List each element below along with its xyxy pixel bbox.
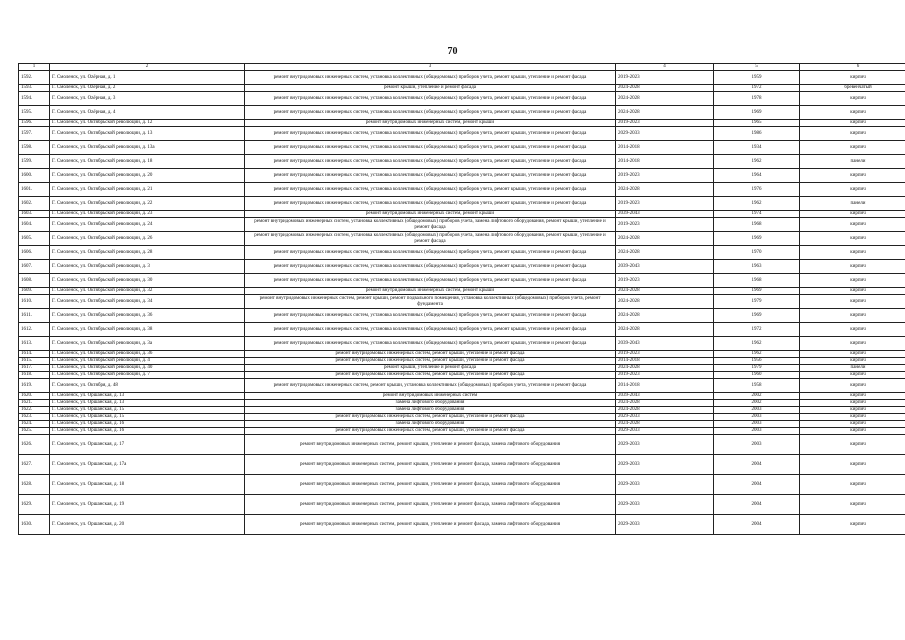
address-cell: Г. Смоленск, ул. Оршанская, д. 16	[50, 421, 245, 428]
wall-material-cell: кирпич	[800, 260, 905, 274]
year-cell: 2002	[714, 393, 800, 400]
works-cell: ремонт внутридомовых инженерных систем, ремонт крыши, утепление и ремонт фасада, замена лифтового оборудования	[245, 455, 616, 475]
address-cell: Г. Смоленск, ул. Октябрьской революции, д. 30	[50, 274, 245, 288]
year-cell: 1968	[714, 218, 800, 232]
wall-material-cell: кирпич	[800, 106, 905, 120]
period-cell: 2024-2028	[616, 92, 714, 106]
works-cell: ремонт крыши, утепление и ремонт фасада	[245, 365, 616, 372]
wall-material-cell: панели	[800, 197, 905, 211]
table-row	[19, 92, 905, 106]
table-row	[19, 407, 905, 414]
wall-material-cell: кирпич	[800, 71, 905, 85]
column-header: 4	[616, 64, 714, 71]
row-number: 1623.	[19, 414, 50, 421]
column-header: 3	[245, 64, 616, 71]
year-cell: 1979	[714, 365, 800, 372]
works-cell: ремонт внутридомовых инженерных систем, ремонт крыши, утепление и ремонт фасада	[245, 372, 616, 379]
works-cell: ремонт внутридомовых инженерных систем, ремонт крыши, утепление и ремонт фасада, замена лифтового оборудования	[245, 475, 616, 495]
row-number: 1624.	[19, 421, 50, 428]
works-cell: ремонт внутридомовых инженерных систем, ремонт крыши, утепление и ремонт фасада	[245, 358, 616, 365]
wall-material-cell: кирпич	[800, 455, 905, 475]
wall-material-cell: кирпич	[800, 515, 905, 535]
address-cell: Г. Смоленск, ул. Оршанская, д. 15	[50, 407, 245, 414]
period-cell: 2039-2043	[616, 393, 714, 400]
period-cell: 2024-2028	[616, 365, 714, 372]
period-cell: 2024-2028	[616, 309, 714, 323]
year-cell: 2004	[714, 455, 800, 475]
wall-material-cell: кирпич	[800, 407, 905, 414]
period-cell: 2024-2028	[616, 407, 714, 414]
address-cell: Г. Смоленск, ул. Октябрьской революции, д. 24	[50, 218, 245, 232]
period-cell: 2029-2033	[616, 435, 714, 455]
works-cell: ремонт внутридомовых инженерных систем, ремонт крыши, утепление и ремонт фасада, замена лифтового оборудования	[245, 495, 616, 515]
wall-material-cell: кирпич	[800, 92, 905, 106]
wall-material-cell: бревенчатый	[800, 85, 905, 92]
table-row	[19, 393, 905, 400]
works-cell: ремонт внутридомовых инженерных систем, установка коллективных (общедомовых) приборов учета, ремонт крыши, утепление и ремонт фасада	[245, 323, 616, 337]
year-cell: 1962	[714, 351, 800, 358]
page-number: 70	[447, 46, 458, 57]
period-cell: 2019-2023	[616, 71, 714, 85]
row-number: 1602.	[19, 197, 50, 211]
period-cell: 2029-2033	[616, 515, 714, 535]
works-cell: ремонт внутридомовых инженерных систем	[245, 393, 616, 400]
row-number: 1614.	[19, 351, 50, 358]
wall-material-cell: кирпич	[800, 475, 905, 495]
year-cell: 1965	[714, 120, 800, 127]
period-cell: 2029-2033	[616, 414, 714, 421]
address-cell: Г. Смоленск, ул. Оршанская, д. 20	[50, 515, 245, 535]
works-cell: ремонт внутридомовых инженерных систем, ремонт крыши, установка коллективных (общедомовых) приборов учета, утепление и ремонт фасада	[245, 379, 616, 393]
year-cell: 1972	[714, 85, 800, 92]
wall-material-cell: кирпич	[800, 120, 905, 127]
row-number: 1610.	[19, 295, 50, 309]
table-row	[19, 197, 905, 211]
table-row	[19, 288, 905, 295]
works-cell: ремонт внутридомовых инженерных систем, ремонт крыши, утепление и ремонт фасада, замена лифтового оборудования	[245, 515, 616, 535]
address-cell: Г. Смоленск, ул. Октябрьской революции, д. 3	[50, 260, 245, 274]
period-cell: 2014-2018	[616, 155, 714, 169]
table-row	[19, 455, 905, 475]
period-cell: 2029-2033	[616, 127, 714, 141]
row-number: 1621.	[19, 400, 50, 407]
address-cell: Г. Смоленск, ул. Оршанская, д. 16	[50, 428, 245, 435]
works-cell: ремонт внутридомовых инженерных систем, установка коллективных (общедомовых) приборов учета, ремонт крыши, утепление и ремонт фасада	[245, 106, 616, 120]
period-cell: 2029-2033	[616, 428, 714, 435]
table-row	[19, 414, 905, 421]
year-cell: 1979	[714, 295, 800, 309]
works-cell: ремонт внутридомовых инженерных систем, ремонт крыши	[245, 288, 616, 295]
address-cell: Г. Смоленск, ул. Ozёрная, д. 1	[50, 71, 245, 85]
period-cell: 2024-2028	[616, 323, 714, 337]
row-number: 1604.	[19, 218, 50, 232]
address-cell: Г. Смоленск, ул. Октябрьской революции, д. 13	[50, 127, 245, 141]
wall-material-cell: кирпич	[800, 232, 905, 246]
row-number: 1630.	[19, 515, 50, 535]
address-cell: Г. Смоленск, ул. Оршанская, д. 19	[50, 495, 245, 515]
table-row	[19, 323, 905, 337]
period-cell: 2024-2028	[616, 295, 714, 309]
period-cell: 2014-2018	[616, 141, 714, 155]
year-cell: 1958	[714, 379, 800, 393]
table-row	[19, 309, 905, 323]
year-cell: 1976	[714, 183, 800, 197]
table-row	[19, 155, 905, 169]
period-cell: 2019-2023	[616, 351, 714, 358]
table-row	[19, 358, 905, 365]
table-row	[19, 365, 905, 372]
works-cell: ремонт внутридомовых инженерных систем, установка коллективных (общедомовых) приборов учета, ремонт крыши, утепление и ремонт фасада	[245, 274, 616, 288]
table-row	[19, 435, 905, 455]
wall-material-cell: кирпич	[800, 274, 905, 288]
row-number: 1609.	[19, 288, 50, 295]
wall-material-cell: кирпич	[800, 218, 905, 232]
period-cell: 2029-2033	[616, 495, 714, 515]
address-cell: Г. Смоленск, ул. Оршанская, д. 13	[50, 393, 245, 400]
table-row	[19, 295, 905, 309]
table-row	[19, 127, 905, 141]
year-cell: 2004	[714, 475, 800, 495]
year-cell: 2003	[714, 407, 800, 414]
address-cell: Г. Смоленск, ул. Октябрьской революции, д. 32	[50, 288, 245, 295]
row-number: 1627.	[19, 455, 50, 475]
row-number: 1597.	[19, 127, 50, 141]
year-cell: 1934	[714, 141, 800, 155]
table-row	[19, 337, 905, 351]
address-cell: Г. Смоленск, ул. Октябрьской революции, д. 36	[50, 351, 245, 358]
row-number: 1603.	[19, 211, 50, 218]
year-cell: 1974	[714, 211, 800, 218]
wall-material-cell: кирпич	[800, 428, 905, 435]
works-cell: ремонт внутридомовых инженерных систем, установка коллективных (общедомовых) приборов учета, ремонт крыши, утепление и ремонт фасада	[245, 141, 616, 155]
table-row	[19, 421, 905, 428]
works-cell: ремонт внутридомовых инженерных систем, установка коллективных (общедомовых) приборов учета, ремонт крыши, утепление и ремонт фасада	[245, 71, 616, 85]
address-cell: Г. Смоленск, ул. Октябрьской революции, д. 23	[50, 211, 245, 218]
table-row	[19, 379, 905, 393]
table-row	[19, 169, 905, 183]
address-cell: Г. Смоленск, ул. Оршанская, д. 17	[50, 435, 245, 455]
address-cell: Г. Смоленск, ул. Октябрьской революции, д. 22	[50, 197, 245, 211]
works-cell: ремонт внутридомовых инженерных систем, установка коллективных (общедомовых) приборов учета, ремонт крыши, утепление и ремонт фасада	[245, 183, 616, 197]
table-row	[19, 495, 905, 515]
table-row	[19, 183, 905, 197]
wall-material-cell: панели	[800, 155, 905, 169]
year-cell: 2003	[714, 414, 800, 421]
wall-material-cell: кирпич	[800, 435, 905, 455]
address-cell: Г. Смоленск, ул. Оршанская, д. 13	[50, 400, 245, 407]
works-cell: ремонт внутридомовых инженерных систем, установка коллективных (общедомовых) приборов учета, ремонт крыши, утепление и ремонт фасада	[245, 155, 616, 169]
works-cell: ремонт внутридомовых инженерных систем, ремонт крыши, утепление и ремонт фасада	[245, 428, 616, 435]
period-cell: 2019-2023	[616, 274, 714, 288]
row-number: 1607.	[19, 260, 50, 274]
wall-material-cell: кирпич	[800, 358, 905, 365]
works-cell: ремонт внутридомовых инженерных систем, установка коллективных (общедомовых) приборов учета, ремонт крыши, утепление и ремонт фасада	[245, 246, 616, 260]
wall-material-cell: кирпич	[800, 414, 905, 421]
works-cell: ремонт внутридомовых инженерных систем, ремонт крыши, утепление и ремонт фасада	[245, 414, 616, 421]
year-cell: 1986	[714, 127, 800, 141]
wall-material-cell: кирпич	[800, 246, 905, 260]
works-cell: ремонт внутридомовых инженерных систем, ремонт крыши, ремонт подвального помещения, установка коллективных (общедомовых) приборов учета, ремонт фундамента	[245, 295, 616, 309]
works-cell: ремонт внутридомовых инженерных систем, установка коллективных (общедомовых) приборов учета, ремонт крыши, утепление и ремонт фасада	[245, 92, 616, 106]
period-cell: 2019-2023	[616, 120, 714, 127]
year-cell: 2003	[714, 421, 800, 428]
table-row	[19, 372, 905, 379]
period-cell: 2024-2028	[616, 288, 714, 295]
row-number: 1608.	[19, 274, 50, 288]
row-number: 1613.	[19, 337, 50, 351]
wall-material-cell: панели	[800, 365, 905, 372]
works-cell: ремонт крыши, утепление и ремонт фасада	[245, 85, 616, 92]
row-number: 1625.	[19, 428, 50, 435]
address-cell: Г. Смоленск, ул. Октября, д. 48	[50, 379, 245, 393]
address-cell: Г. Смоленск, ул. Октябрьской революции, д. 20	[50, 169, 245, 183]
wall-material-cell: кирпич	[800, 323, 905, 337]
row-number: 1620.	[19, 393, 50, 400]
table-row	[19, 71, 905, 85]
table-row	[19, 106, 905, 120]
year-cell: 1969	[714, 309, 800, 323]
wall-material-cell: кирпич	[800, 495, 905, 515]
period-cell: 2019-2023	[616, 218, 714, 232]
address-cell: Г. Смоленск, ул. Октябрьской революции, д. 3а	[50, 337, 245, 351]
period-cell: 2024-2028	[616, 232, 714, 246]
period-cell: 2024-2028	[616, 400, 714, 407]
capital-repair-table	[18, 63, 905, 535]
year-cell: 1972	[714, 323, 800, 337]
year-cell: 1962	[714, 197, 800, 211]
address-cell: Г. Смоленск, ул. Ozёрная, д. 3	[50, 92, 245, 106]
row-number: 1617.	[19, 365, 50, 372]
row-number: 1611.	[19, 309, 50, 323]
works-cell: ремонт внутридомовых инженерных систем, установка коллективных (общедомовых) приборов учета, ремонт крыши, утепление и ремонт фасада	[245, 260, 616, 274]
period-cell: 2024-2028	[616, 183, 714, 197]
period-cell: 2029-2033	[616, 475, 714, 495]
year-cell: 1970	[714, 246, 800, 260]
row-number: 1622.	[19, 407, 50, 414]
works-cell: ремонт внутридомовых инженерных систем, ремонт крыши, утепление и ремонт фасада	[245, 351, 616, 358]
wall-material-cell: кирпич	[800, 295, 905, 309]
address-cell: Г. Смоленск, ул. Оршанская, д. 17а	[50, 455, 245, 475]
row-number: 1601.	[19, 183, 50, 197]
year-cell: 2002	[714, 400, 800, 407]
row-number: 1596.	[19, 120, 50, 127]
year-cell: 1956	[714, 358, 800, 365]
column-header: 2	[50, 64, 245, 71]
row-number: 1628.	[19, 475, 50, 495]
wall-material-cell: кирпич	[800, 183, 905, 197]
table-row	[19, 232, 905, 246]
period-cell: 2039-2043	[616, 260, 714, 274]
table-row	[19, 218, 905, 232]
wall-material-cell: кирпич	[800, 309, 905, 323]
address-cell: Г. Смоленск, ул. Октябрьской революции, д. 21	[50, 183, 245, 197]
period-cell: 2024-2028	[616, 85, 714, 92]
table-row	[19, 211, 905, 218]
year-cell: 1962	[714, 337, 800, 351]
wall-material-cell: кирпич	[800, 288, 905, 295]
period-cell: 2024-2028	[616, 246, 714, 260]
works-cell: ремонт внутридомовых инженерных систем, установка коллективных (общедомовых) приборов учета, ремонт крыши, утепление и ремонт фасада	[245, 197, 616, 211]
row-number: 1615.	[19, 358, 50, 365]
period-cell: 2024-2028	[616, 421, 714, 428]
row-number: 1598.	[19, 141, 50, 155]
table-row	[19, 400, 905, 407]
row-number: 1595.	[19, 106, 50, 120]
wall-material-cell: кирпич	[800, 351, 905, 358]
works-cell: ремонт внутридомовых инженерных систем, установка коллективных (общедомовых) приборов учета, ремонт крыши, утепление и ремонт фасада	[245, 169, 616, 183]
column-header: 5	[714, 64, 800, 71]
year-cell: 1969	[714, 106, 800, 120]
row-number: 1612.	[19, 323, 50, 337]
row-number: 1626.	[19, 435, 50, 455]
period-cell: 2014-2018	[616, 379, 714, 393]
works-cell: ремонт внутридомовых инженерных систем, установка коллективных (общедомовых) приборов учета, ремонт крыши, утепление и ремонт фасада	[245, 127, 616, 141]
period-cell: 2019-2023	[616, 372, 714, 379]
address-cell: Г. Смоленск, ул. Оршанская, д. 18	[50, 475, 245, 495]
table-row	[19, 141, 905, 155]
works-cell: ремонт внутридомовых инженерных систем, установка коллективных (общедомовых) приборов учета, замена лифтового оборудования, ремонт крыши, утепление и ремонт фасада	[245, 218, 616, 232]
row-number: 1592.	[19, 71, 50, 85]
wall-material-cell: кирпич	[800, 141, 905, 155]
column-header: 1	[19, 64, 50, 71]
wall-material-cell: кирпич	[800, 169, 905, 183]
table-row	[19, 85, 905, 92]
year-cell: 1969	[714, 232, 800, 246]
address-cell: Г. Смоленск, ул. Октябрьской революции, д. 18	[50, 155, 245, 169]
year-cell: 1962	[714, 155, 800, 169]
row-number: 1629.	[19, 495, 50, 515]
row-number: 1606.	[19, 246, 50, 260]
row-number: 1599.	[19, 155, 50, 169]
works-cell: ремонт внутридомовых инженерных систем, установка коллективных (общедомовых) приборов учета, ремонт крыши, утепление и ремонт фасада	[245, 337, 616, 351]
row-number: 1600.	[19, 169, 50, 183]
row-number: 1594.	[19, 92, 50, 106]
year-cell: 1960	[714, 372, 800, 379]
year-cell: 1978	[714, 92, 800, 106]
wall-material-cell: кирпич	[800, 421, 905, 428]
address-cell: Г. Смоленск, ул. Октябрьской революции, д. 13а	[50, 141, 245, 155]
address-cell: Г. Смоленск, ул. Октябрьской революции, д. 28	[50, 246, 245, 260]
period-cell: 2029-2033	[616, 455, 714, 475]
year-cell: 2003	[714, 428, 800, 435]
row-number: 1619.	[19, 379, 50, 393]
table-header-row	[19, 64, 905, 71]
address-cell: Г. Смоленск, ул. Октябрьской революции, д. 34	[50, 295, 245, 309]
address-cell: Г. Смоленск, ул. Октябрьской революции, д. 12	[50, 120, 245, 127]
address-cell: Г. Смоленск, ул. Октябрьской революции, д. 38	[50, 323, 245, 337]
table-row	[19, 428, 905, 435]
address-cell: Г. Смоленск, ул. Октябрьской революции, д. 7	[50, 372, 245, 379]
table-row	[19, 475, 905, 495]
period-cell: 2014-2018	[616, 358, 714, 365]
table-row	[19, 351, 905, 358]
year-cell: 1968	[714, 274, 800, 288]
works-cell: ремонт внутридомовых инженерных систем, ремонт крыши	[245, 120, 616, 127]
row-number: 1593.	[19, 85, 50, 92]
period-cell: 2039-2043	[616, 337, 714, 351]
period-cell: 2019-2023	[616, 169, 714, 183]
year-cell: 1964	[714, 169, 800, 183]
year-cell: 1969	[714, 288, 800, 295]
year-cell: 2004	[714, 515, 800, 535]
works-cell: замена лифтового оборудования	[245, 400, 616, 407]
address-cell: Г. Смоленск, ул. Оршанская, д. 15	[50, 414, 245, 421]
wall-material-cell: кирпич	[800, 379, 905, 393]
wall-material-cell: кирпич	[800, 211, 905, 218]
works-cell: замена лифтового оборудования	[245, 421, 616, 428]
row-number: 1605.	[19, 232, 50, 246]
address-cell: Г. Смоленск, ул. Октябрьской революции, д. 40	[50, 365, 245, 372]
wall-material-cell: кирпич	[800, 372, 905, 379]
column-header: 6	[800, 64, 905, 71]
table-row	[19, 515, 905, 535]
works-cell: ремонт внутридомовых инженерных систем, ремонт крыши, утепление и ремонт фасада, замена лифтового оборудования	[245, 435, 616, 455]
works-cell: ремонт внутридомовых инженерных систем, установка коллективных (общедомовых) приборов учета, замена лифтового оборудования, ремонт крыши, утепление и ремонт фасада	[245, 232, 616, 246]
table-body	[19, 71, 905, 535]
address-cell: Г. Смоленск, ул. Ozёрная, д. 2	[50, 85, 245, 92]
address-cell: Г. Смоленск, ул. Ozёрная, д. 4	[50, 106, 245, 120]
year-cell: 1959	[714, 71, 800, 85]
period-cell: 2039-2043	[616, 211, 714, 218]
works-cell: ремонт внутридомовых инженерных систем, установка коллективных (общедомовых) приборов учета, ремонт крыши, утепление и ремонт фасада	[245, 309, 616, 323]
period-cell: 2019-2023	[616, 197, 714, 211]
table-row	[19, 120, 905, 127]
address-cell: Г. Смоленск, ул. Октябрьской революции, д. 36	[50, 309, 245, 323]
wall-material-cell: кирпич	[800, 400, 905, 407]
works-cell: замена лифтового оборудования	[245, 407, 616, 414]
wall-material-cell: кирпич	[800, 393, 905, 400]
wall-material-cell: кирпич	[800, 127, 905, 141]
period-cell: 2024-2028	[616, 106, 714, 120]
address-cell: Г. Смоленск, ул. Октябрьской революции, д. 26	[50, 232, 245, 246]
year-cell: 2003	[714, 435, 800, 455]
year-cell: 1963	[714, 260, 800, 274]
row-number: 1618.	[19, 372, 50, 379]
table-row	[19, 246, 905, 260]
table-row	[19, 274, 905, 288]
year-cell: 2004	[714, 495, 800, 515]
address-cell: Г. Смоленск, ул. Октябрьской революции, д. 4	[50, 358, 245, 365]
works-cell: ремонт внутридомовых инженерных систем, ремонт крыши	[245, 211, 616, 218]
wall-material-cell: кирпич	[800, 337, 905, 351]
table-row	[19, 260, 905, 274]
